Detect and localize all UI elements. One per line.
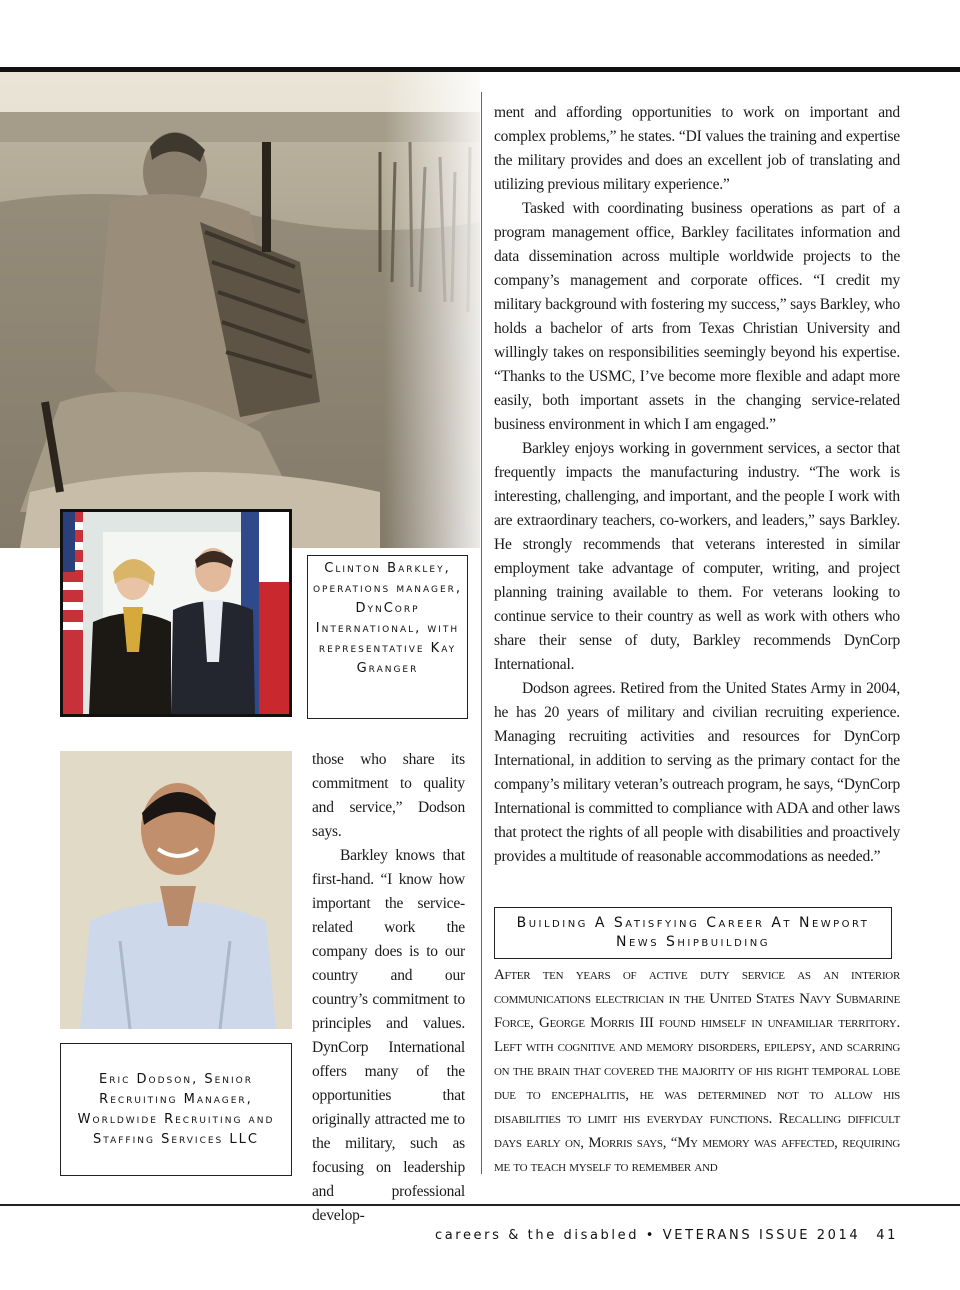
column-divider [481,92,482,1174]
bottom-rule [0,1204,960,1206]
caption-dodson [60,1043,292,1176]
newport-section-text [494,963,900,1179]
footer-publication: careers & the disabled • VETERANS ISSUE 2014 [434,1228,861,1243]
caption-barkley: Clinton Barkley, operations manager, DynCorp International, with representative Kay Granger [307,555,468,719]
middle-paragraph-1: those who share its commitment to quality and service,” Dodson says. [312,751,465,840]
middle-paragraph-2: Barkley knows that first-hand. “I know how important the service-related work the company does is to our country and our country’s commitment to principles and values. DynCorp International offers many of the opportunities that originally attracted me to the military, such as focusing on leadership and professional develop- [312,847,465,1224]
soldier-photo [0,72,480,548]
middle-column [312,748,465,1228]
page-footer [0,1228,898,1243]
page-number: 41 [876,1228,898,1243]
right-column [494,101,900,869]
granger-photo [60,509,292,717]
newport-paragraph: After ten years of active duty service as an interior communications electrician in the United States Navy Submarine Force, George Morris III found himself in unfamiliar territory. Left with cognitive and memory disorders, epilepsy, and scarring on the brain that covered the majority of his right temporal lobe due to encephalitis, he was determined not to allow his disabilities to limit his everyday functions. Recalling difficult days early on, Morris says, “My memory was affected, requiring me to teach myself to remember and [494,967,900,1175]
right-paragraph-1: ment and affording opportunities to work on important and complex problems,” he states. “DI values the training and expertise the military provides and does an excellent job of translating and utilizing previous military experience.” [494,104,900,193]
right-paragraph-3: Barkley enjoys working in government services, a sector that frequently impacts the manufacturing industry. “The work is interesting, challenging, and important, and the people I work with are extraordinary teachers, co-workers, and leaders,” says Barkley. He strongly recommends that veterans interested in similar employment take advantage of computer, writing, and project planning training available to them. For veterans looking to continue service to their country as well as work with others who share their sense of duty, Barkley recommends DynCorp International. [494,440,900,673]
right-paragraph-4: Dodson agrees. Retired from the United States Army in 2004, he has 20 years of military and civilian recruiting experience. Managing recruiting activities and resources for DynCorp International, in addition to serving as the primary contact for the company’s military veteran’s outreach program, he says, “DynCorp International is committed to compliance with ADA and other laws that protect the rights of all people with disabilities and proactively provides a multitude of reasonable accommodations as needed.” [494,680,901,865]
caption-dodson-text: Eric Dodson, Senior Recruiting Manager, Worldwide Recruiting and Staffing Services LLC [77,1071,275,1147]
dodson-photo [60,751,292,1029]
section-subhead: Building A Satisfying Career At Newport News Shipbuilding [494,907,892,959]
right-paragraph-2: Tasked with coordinating business operations as part of a program management office, Barkley facilitates information and data dissemination across multiple worldwide projects to the company’s management and corporate offices. “I credit my military background with fostering my success,” says Barkley, who holds a bachelor of arts from Texas Christian University and willingly takes on responsibilities seemingly beyond his expertise. “Thanks to the USMC, I’ve become more flexible and adapt more easily, both important assets in the changing service-related business environment in which I am engaged.” [494,200,900,433]
